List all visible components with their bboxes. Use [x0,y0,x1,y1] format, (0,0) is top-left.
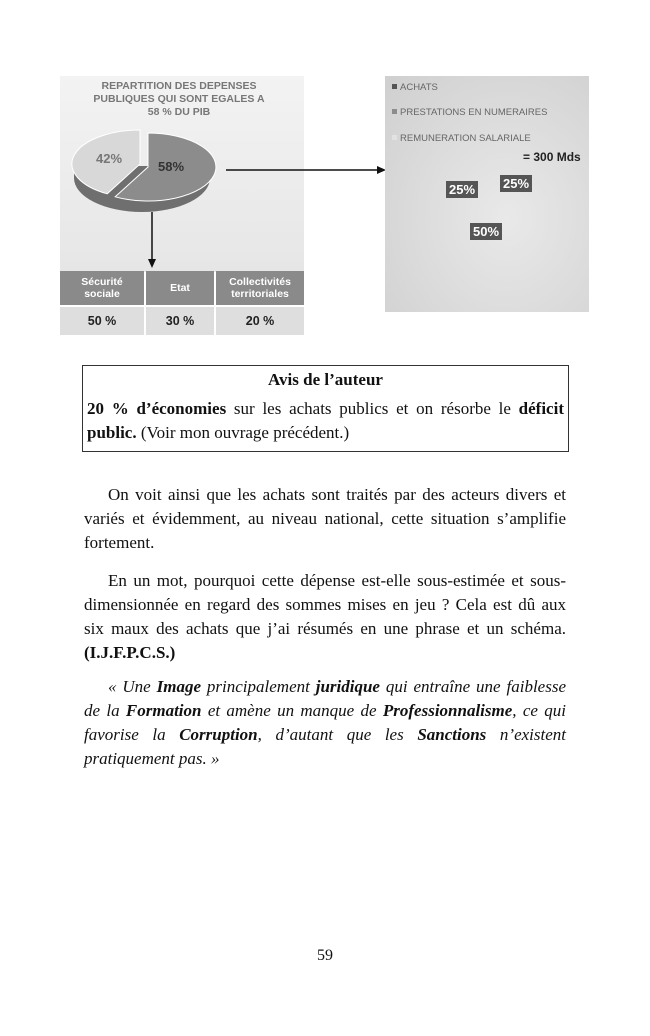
acronym-ijfpcs: (I.J.F.P.C.S.) [84,643,176,662]
left-pie-label-58: 58% [158,159,185,174]
legend-label-prestations: PRESTATIONS EN NUMERAIRES [400,107,548,118]
right-pie-annotation: = 300 Mds [523,150,581,164]
legend-label-achats: ACHATS [400,82,438,93]
quote-text: qui entraîne une faiblesse de la [84,677,566,720]
quote-text: , d’autant que les [257,725,418,744]
legend-item-remuneration [392,133,531,144]
quote-keyword: juridique [315,677,380,696]
paragraph-2 [84,569,566,665]
legend-item-prestations [392,107,547,118]
deficit-highlight: déficit public. [87,399,564,442]
table-cell-securite-sociale: 50 % [60,307,144,335]
quote-keyword: Formation [125,701,202,720]
table-header-etat: Etat [146,271,214,305]
legend-swatch-achats [392,84,397,89]
paragraph-1: On voit ainsi que les achats sont traités par des acteurs divers et variés et évidemment, au niveau national, cette situation s’amplifie fortement. [84,485,566,552]
right-pie-label-remuneration: 25% [446,181,478,198]
table-cell-collectivites: 20 % [216,307,304,335]
distribution-table [60,271,304,335]
quote-keyword: Professionnalisme [382,701,513,720]
table-cell-etat: 30 % [146,307,214,335]
savings-highlight: 20 % d’économies [87,399,227,418]
figure [0,0,650,340]
legend-item-achats [392,82,438,93]
quote-text: « Une [108,677,157,696]
vertical-arrow-head [148,259,156,268]
opinion-text-2: (Voir mon ouvrage précédent.) [136,423,350,442]
right-pie-label-achats: 25% [500,175,532,192]
right-pie-label-prestations: 50% [470,223,502,240]
quote-paragraph [84,675,566,771]
opinion-text-1: sur les achats publics et on résorbe le [226,399,519,418]
quote-text: principalement [201,677,316,696]
legend-swatch-remuneration [392,135,397,140]
author-opinion-title: Avis de l’auteur [268,370,383,389]
author-opinion-text [87,397,564,445]
left-pie-label-42: 42% [96,151,123,166]
paragraph-2-text: En un mot, pourquoi cette dépense est-elle sous-estimée et sous-dimensionnée en regard des sommes mises en jeu ? Cela est dû aux six maux des achats que j’ai résumés en une phrase et un schéma. [84,571,566,638]
quote-keyword: Image [156,677,202,696]
table-header-securite-sociale: Sécurité sociale [60,271,144,305]
quote-keyword: Sanctions [417,725,487,744]
quote-text: , ce qui favorise la [84,701,566,744]
legend-swatch-prestations [392,109,397,114]
quote-text: et amène un manque de [201,701,383,720]
legend-label-remuneration: REMUNERATION SALARIALE [400,133,531,144]
author-opinion-box [82,365,569,452]
quote-text: n’existent pratiquement pas. » [84,725,566,768]
left-chart-title: REPARTITION DES DEPENSES PUBLIQUES QUI SONT EGALES A 58 % DU PIB [93,80,265,118]
page-number: 59 [317,947,333,964]
table-header-collectivites: Collectivités territoriales [216,271,304,305]
quote-keyword: Corruption [179,725,258,744]
